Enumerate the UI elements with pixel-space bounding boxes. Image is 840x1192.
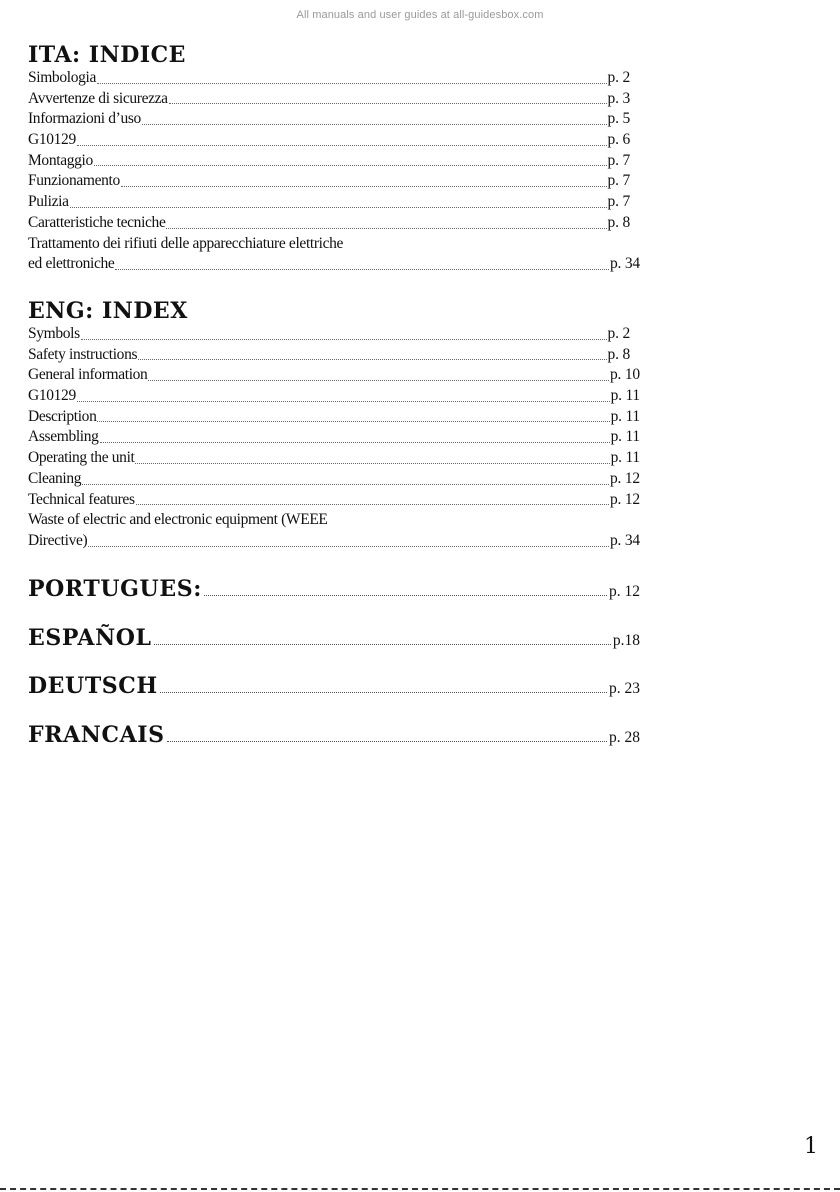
toc-entry-label: Simbologia [28, 69, 96, 86]
leader-dots [100, 442, 610, 443]
toc-entry[interactable] [28, 171, 640, 192]
toc-entry[interactable] [28, 130, 640, 151]
leader-dots [135, 463, 609, 464]
toc-entry-page: p. 5 [607, 110, 630, 128]
leader-dots [136, 504, 609, 505]
toc-entry[interactable] [28, 531, 640, 552]
toc-entry[interactable] [28, 407, 640, 428]
watermark-text[interactable]: All manuals and user guides at all-guidesbox.com [296, 9, 544, 21]
eng-items [28, 324, 640, 552]
toc-entry-page: p. 7 [607, 193, 630, 211]
language-page: p. 12 [609, 583, 640, 600]
leader-dots [167, 741, 607, 742]
leader-dots [77, 401, 610, 402]
toc-entry-page: p. 8 [607, 345, 630, 363]
toc-entry[interactable] [28, 109, 640, 130]
toc-entry[interactable] [28, 365, 640, 386]
toc-entry-label: ed elettroniche [28, 255, 115, 273]
leader-dots [94, 165, 607, 166]
language-label: ESPAÑOL [28, 625, 152, 651]
ita-section [28, 42, 640, 275]
toc-entry-label: Assembling [28, 428, 99, 446]
leader-dots [166, 228, 606, 229]
eng-heading: ENG: INDEX [28, 298, 188, 324]
toc-entry-page: p. 2 [607, 69, 630, 86]
leader-dots [82, 484, 609, 485]
toc-entry-page: p. 12 [609, 490, 640, 508]
ita-items [28, 68, 640, 275]
leader-dots [138, 359, 606, 360]
toc-entry-page: p. 6 [607, 131, 630, 149]
language-entry-deutsch[interactable] [28, 673, 640, 699]
toc-entry-page: p. 11 [610, 387, 640, 405]
toc-entry-label: Waste of electric and electronic equipment (WEEE [28, 511, 328, 529]
toc-entry-page: p. 11 [610, 449, 640, 467]
leader-dots [115, 269, 609, 270]
toc-entry-page: p. 34 [609, 255, 640, 273]
toc-entry-page: p. 34 [609, 531, 640, 549]
toc-entry-page: p. 10 [609, 366, 640, 384]
toc-entry[interactable] [28, 427, 640, 448]
toc-entry-label: Pulizia [28, 193, 69, 211]
language-entry-portugues[interactable] [28, 576, 640, 602]
toc-entry-label: Cleaning [28, 469, 82, 487]
toc-entry-label: Description [28, 407, 97, 425]
bottom-divider [0, 1188, 840, 1190]
toc-entry-label: Funzionamento [28, 172, 120, 190]
toc-entry[interactable] [28, 151, 640, 172]
leader-dots [148, 380, 609, 381]
toc-entry-wrapped-line [28, 510, 640, 531]
toc-entry-page: p. 7 [607, 172, 630, 190]
toc-entry-label: Symbols [28, 325, 80, 342]
toc-entry[interactable] [28, 490, 640, 511]
toc-entry-wrapped-line [28, 234, 640, 255]
language-entry-espanol[interactable] [28, 625, 640, 651]
toc-entry[interactable] [28, 448, 640, 469]
toc-entry-page: p. 7 [607, 151, 630, 169]
language-label: DEUTSCH [28, 673, 158, 699]
toc-entry-label: Safety instructions [28, 345, 138, 363]
toc-entry-label: Technical features [28, 490, 135, 508]
leader-dots [97, 83, 607, 84]
toc-entry-page: p. 3 [607, 89, 630, 107]
toc-entry-page: p. 11 [610, 407, 640, 425]
toc-entry-label: Avvertenze di sicurezza [28, 89, 168, 107]
page-number: 1 [804, 1134, 818, 1159]
toc-entry-label: Directive) [28, 531, 88, 549]
ita-heading: ITA: INDICE [28, 42, 186, 68]
leader-dots [160, 692, 607, 693]
toc-entry-page: p. 11 [610, 428, 640, 446]
leader-dots [204, 595, 607, 596]
eng-section [28, 298, 640, 552]
leader-dots [154, 644, 611, 645]
toc-entry-label: Caratteristiche tecniche [28, 213, 166, 231]
toc-entry[interactable] [28, 386, 640, 407]
leader-dots [88, 546, 609, 547]
leader-dots [169, 103, 607, 104]
toc-entry[interactable] [28, 345, 640, 366]
language-page: p. 28 [609, 729, 640, 746]
language-label: PORTUGUES: [28, 576, 202, 602]
language-entry-francais[interactable] [28, 722, 640, 748]
leader-dots [142, 124, 607, 125]
toc-entry-label: G10129 [28, 131, 76, 149]
language-label: FRANCAIS [28, 722, 165, 748]
toc-entry[interactable] [28, 254, 640, 275]
language-page: p.18 [612, 632, 640, 649]
toc-entry-page: p. 12 [609, 469, 640, 487]
toc-entry-label: G10129 [28, 387, 76, 405]
toc-entry-label: General information [28, 366, 148, 384]
toc-entry[interactable] [28, 89, 640, 110]
toc-entry[interactable] [28, 192, 640, 213]
toc-entry-label: Operating the unit [28, 449, 135, 467]
toc-entry[interactable] [28, 68, 640, 89]
toc-entry[interactable] [28, 213, 640, 234]
toc-entry-label: Montaggio [28, 151, 93, 169]
toc-entry-page: p. 8 [607, 213, 630, 231]
leader-dots [121, 186, 607, 187]
leader-dots [77, 145, 607, 146]
toc-entry[interactable] [28, 324, 640, 345]
leader-dots [81, 339, 607, 340]
leader-dots [70, 207, 607, 208]
toc-entry-label: Informazioni d’uso [28, 110, 141, 128]
toc-entry-label: Trattamento dei rifiuti delle apparecchiature elettriche [28, 234, 344, 252]
leader-dots [97, 421, 609, 422]
language-page: p. 23 [609, 680, 640, 697]
toc-entry-page: p. 2 [607, 325, 630, 342]
toc-entry[interactable] [28, 469, 640, 490]
